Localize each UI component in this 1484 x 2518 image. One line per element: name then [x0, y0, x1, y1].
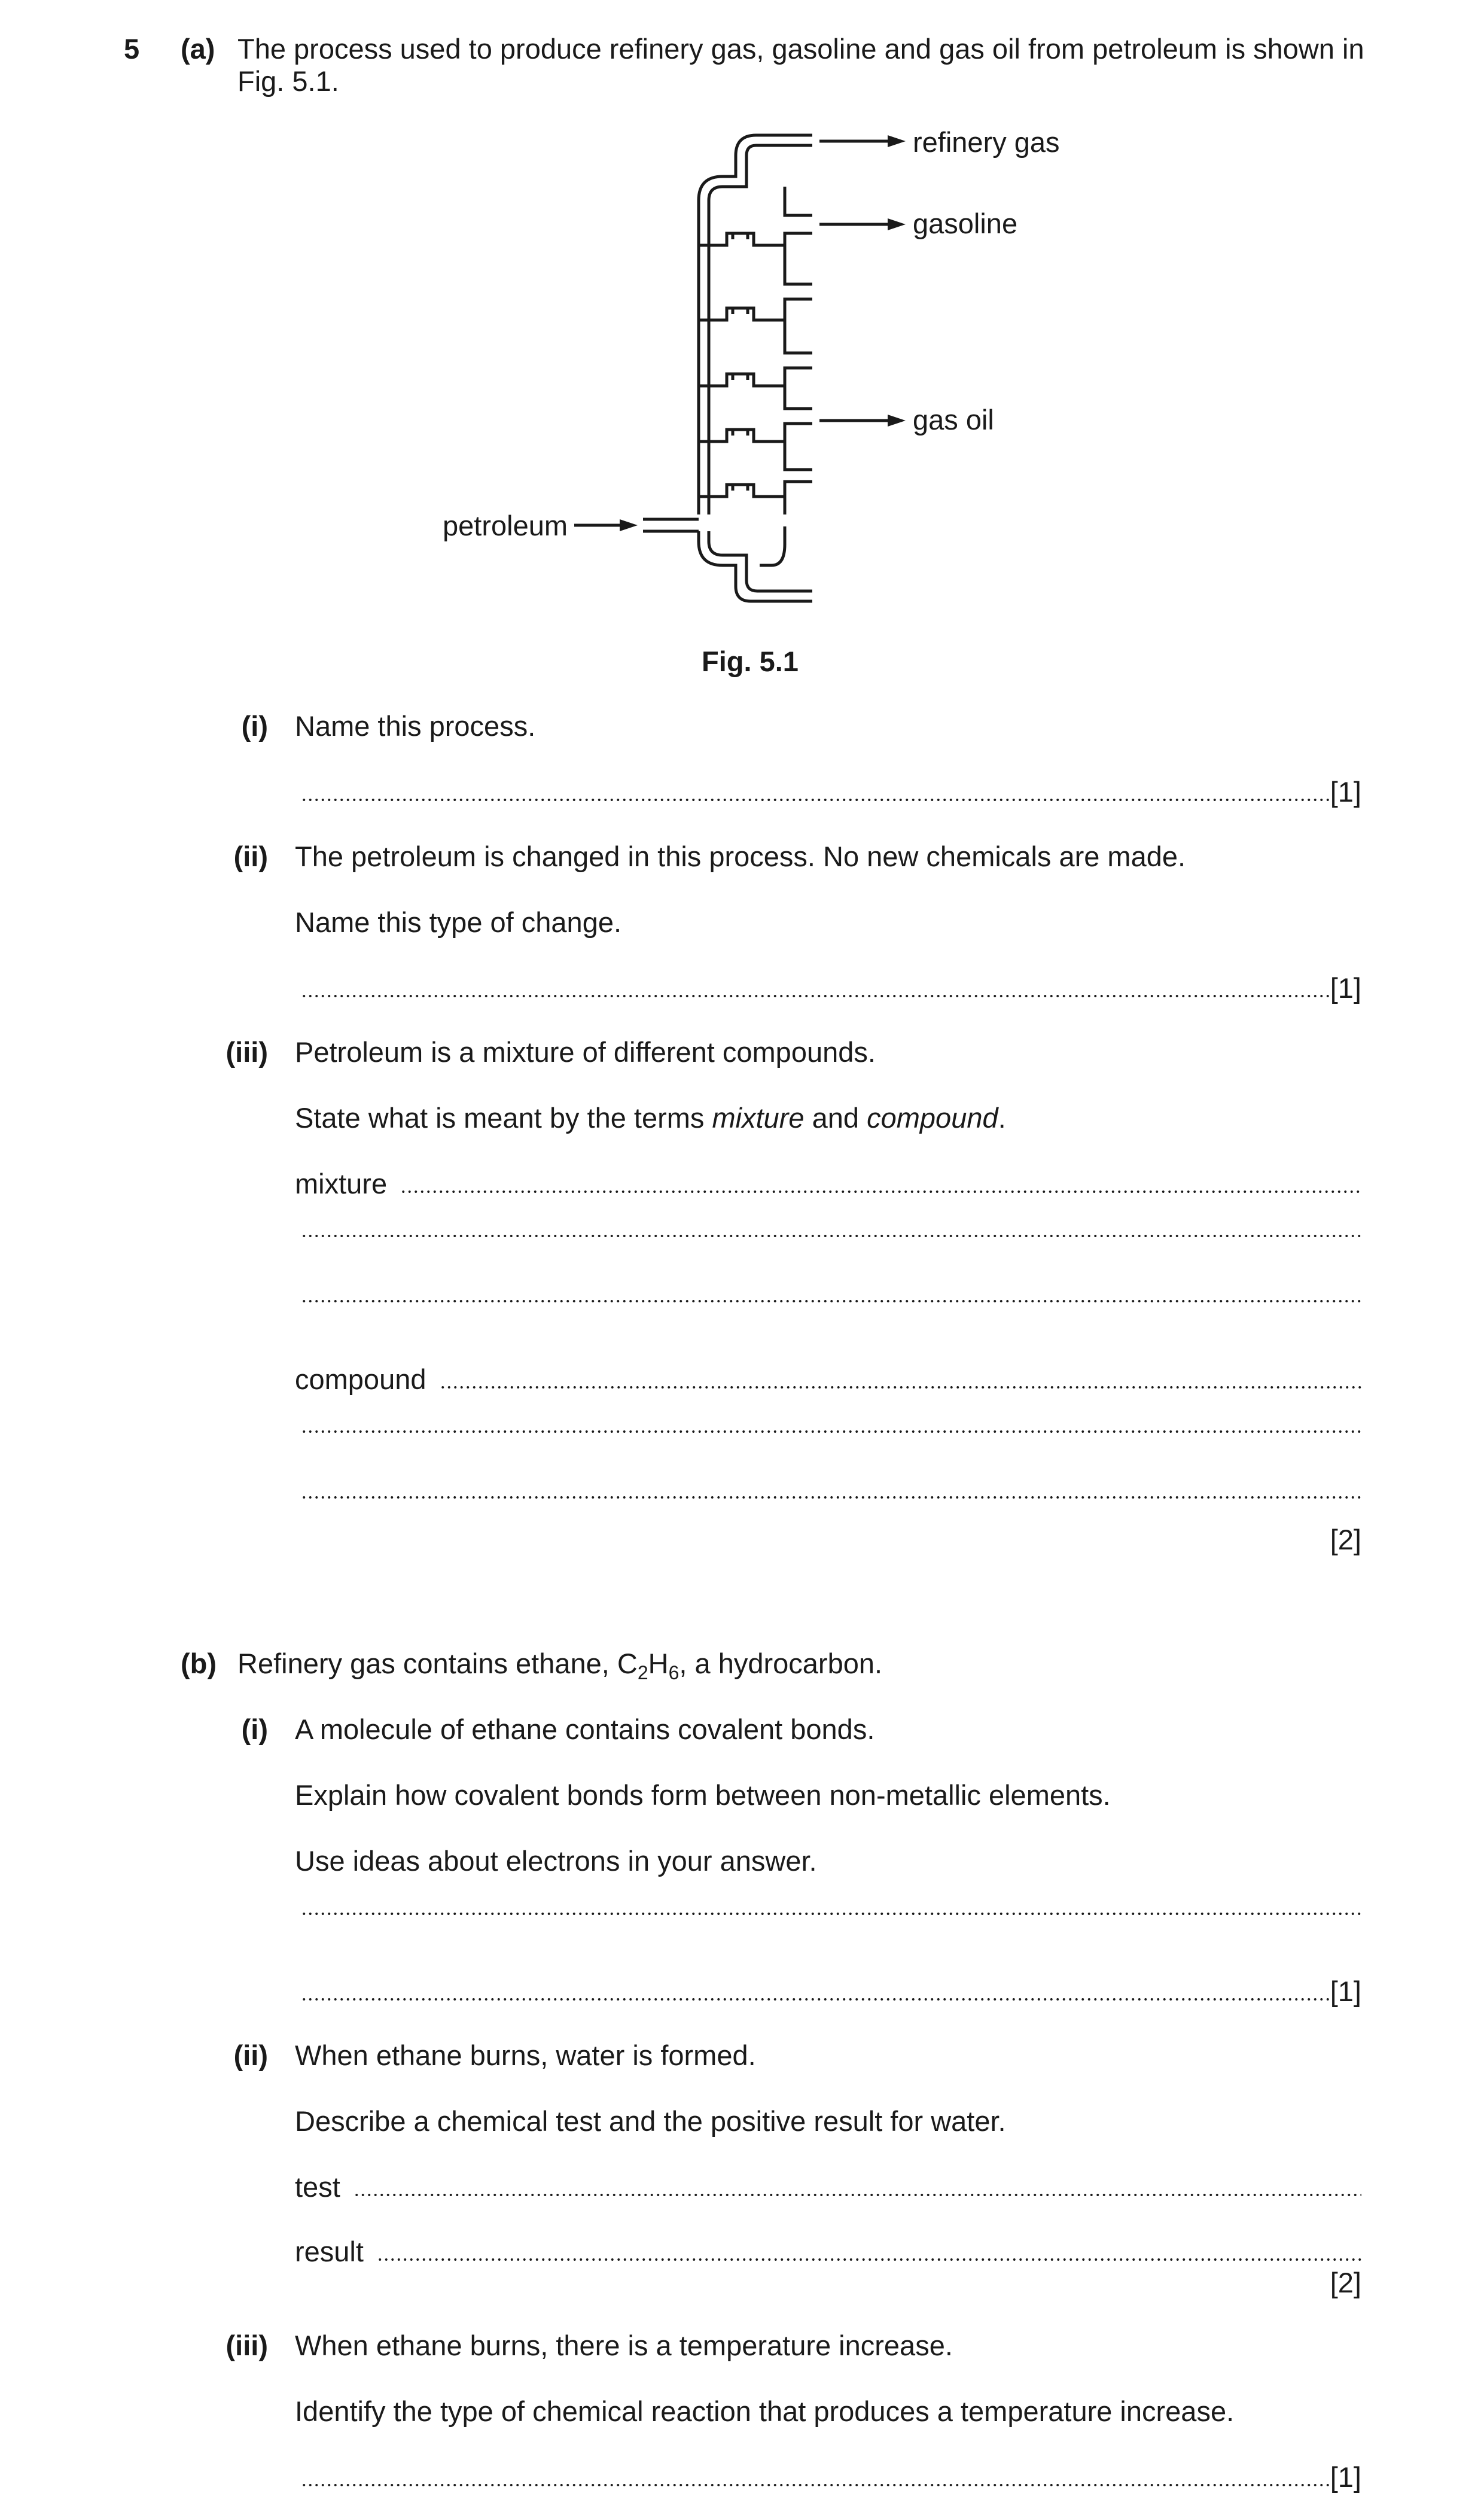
- label-petroleum: petroleum: [443, 510, 568, 541]
- answer-line-a-i[interactable]: [301, 778, 1361, 806]
- part-b-ii-text1: When ethane burns, water is formed.: [295, 2039, 756, 2071]
- tray-2: [699, 308, 785, 320]
- tray-1: [699, 233, 785, 245]
- gasoline-arrowhead: [888, 218, 906, 230]
- part-b-label: (b): [181, 1648, 217, 1679]
- part-a-intro-line2: Fig. 5.1.: [237, 65, 339, 97]
- answer-line-a-ii[interactable]: [301, 974, 1361, 1002]
- column-right-wall-seg2: [785, 233, 812, 284]
- part-a-i-text: Name this process.: [295, 710, 536, 742]
- part-b-iii-label: (iii): [226, 2330, 268, 2361]
- column-bottom-inner: [709, 531, 812, 591]
- answer-line-b-i-2[interactable]: [301, 1977, 1361, 2005]
- answer-line-b-iii[interactable]: [301, 2463, 1361, 2491]
- answer-line-compound-3[interactable]: [301, 1496, 1361, 1500]
- column-right-wall-seg4: [785, 368, 812, 409]
- compound-label: compound: [295, 1363, 426, 1395]
- answer-line-mixture-3[interactable]: [301, 1299, 1361, 1304]
- mixture-label: mixture: [295, 1168, 388, 1199]
- part-b-iii-text1: When ethane burns, there is a temperature increase.: [295, 2330, 953, 2361]
- answer-line-result[interactable]: [295, 2237, 1361, 2266]
- label-gas-oil: gas oil: [913, 404, 994, 436]
- tray-5: [699, 485, 785, 497]
- petroleum-inlet-pipe: [643, 519, 699, 531]
- part-b-i-text2: Explain how covalent bonds form between non-metallic elements.: [295, 1779, 1111, 1811]
- column-outer-wall: [699, 135, 812, 514]
- mark-b-iii: [1]: [1330, 2461, 1361, 2493]
- answer-line-mixture-1[interactable]: [295, 1170, 1361, 1198]
- test-label: test: [295, 2171, 340, 2203]
- answer-line-b-i-1[interactable]: [301, 1912, 1361, 1917]
- part-b-i-text3: Use ideas about electrons in your answer.: [295, 1845, 817, 1877]
- fractionating-column-diagram: [0, 0, 1484, 688]
- column-right-wall-seg5: [785, 424, 812, 470]
- result-label: result: [295, 2236, 364, 2267]
- part-a-ii-text2: Name this type of change.: [295, 906, 622, 938]
- column-right-wall-top: [785, 187, 812, 215]
- mark-b-ii: [2]: [1330, 2267, 1361, 2298]
- mark-a-i: [1]: [1330, 776, 1361, 808]
- tray-3: [699, 374, 785, 386]
- answer-line-compound-2[interactable]: [301, 1430, 1361, 1435]
- part-b-intro: Refinery gas contains ethane, $C_2H_6$, a hydrocarbon.: [237, 1648, 883, 1683]
- column-right-wall-seg6: [785, 482, 812, 514]
- question-number: 5: [124, 33, 140, 65]
- part-a-iii-text1: Petroleum is a mixture of different compounds.: [295, 1036, 876, 1068]
- refinery-gas-arrowhead: [888, 135, 906, 147]
- mark-b-i: [1]: [1330, 1975, 1361, 2007]
- gas-oil-arrowhead: [888, 415, 906, 427]
- figure-caption: Fig. 5.1: [702, 646, 799, 677]
- part-b-i-text1: A molecule of ethane contains covalent bonds.: [295, 1713, 875, 1745]
- term-mixture: mixture: [712, 1102, 805, 1134]
- mark-a-ii: [1]: [1330, 972, 1361, 1004]
- part-b-iii-text2: Identify the type of chemical reaction that produces a temperature increase.: [295, 2395, 1235, 2427]
- part-b-ii-label: (ii): [233, 2039, 268, 2071]
- part-a-i-label: (i): [241, 710, 268, 742]
- part-b-i-label: (i): [241, 1713, 268, 1745]
- term-compound: compound: [867, 1102, 998, 1134]
- answer-line-test[interactable]: [295, 2173, 1361, 2201]
- column-right-wall-seg3: [785, 299, 812, 353]
- part-a-ii-text1: The petroleum is changed in this process. No new chemicals are made.: [295, 841, 1186, 872]
- part-a-label: (a): [181, 33, 215, 65]
- mark-a-iii: [2]: [1330, 1524, 1361, 1555]
- part-a-iii-text2: State what is meant by the terms mixture and compound.: [295, 1102, 1006, 1134]
- answer-line-mixture-2[interactable]: [301, 1234, 1361, 1239]
- label-gasoline: gasoline: [913, 208, 1018, 239]
- tray-4: [699, 430, 785, 442]
- column-bottom-right: [760, 526, 785, 565]
- label-refinery-gas: refinery gas: [913, 126, 1060, 158]
- part-b-ii-text2: Describe a chemical test and the positive result for water.: [295, 2105, 1006, 2137]
- answer-line-compound-1[interactable]: [295, 1365, 1361, 1393]
- petroleum-arrowhead: [620, 519, 638, 531]
- part-a-iii-label: (iii): [226, 1036, 268, 1068]
- part-a-intro-line1: The process used to produce refinery gas, gasoline and gas oil from petroleum is shown in: [237, 33, 1364, 65]
- column-inner-wall: [709, 145, 812, 514]
- part-a-ii-label: (ii): [233, 841, 268, 872]
